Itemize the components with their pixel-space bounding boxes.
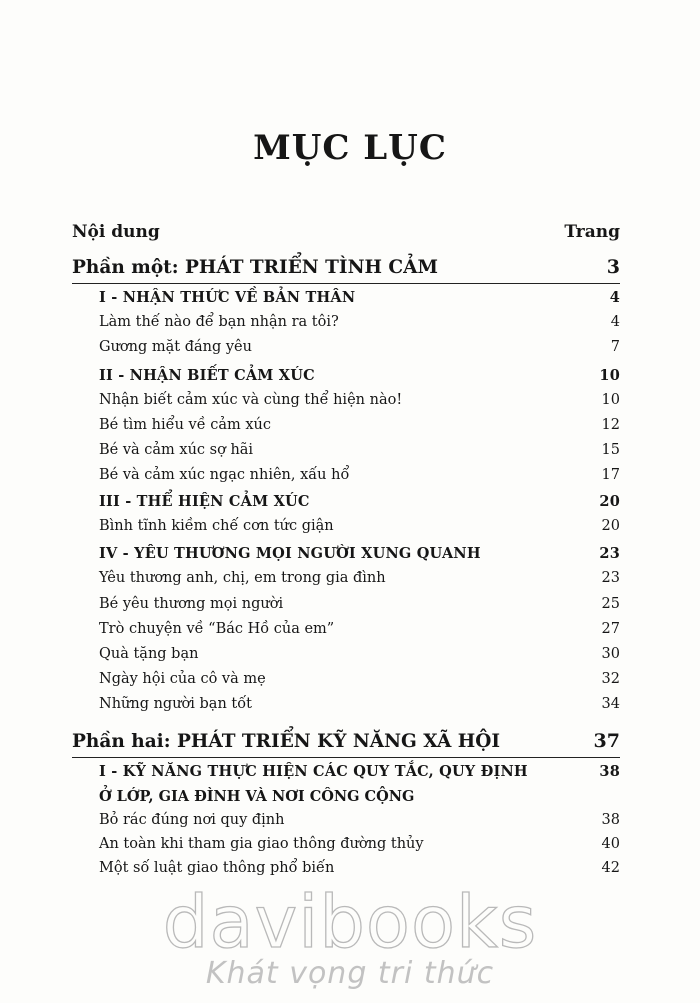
toc-item[interactable] <box>99 467 620 483</box>
toc-page-number: 34 <box>601 696 620 712</box>
toc-section-label: II - NHẬN BIẾT CẢM XÚC <box>99 367 315 384</box>
toc-item[interactable] <box>99 696 620 712</box>
toc-part-1[interactable] <box>72 256 620 278</box>
toc-page-number: 23 <box>599 545 620 562</box>
column-header-page: Trang <box>564 222 620 242</box>
toc-item[interactable] <box>99 812 620 828</box>
toc-section-label-continued: Ở LỚP, GIA ĐÌNH VÀ NƠI CÔNG CỘNG <box>99 788 415 805</box>
column-header-content: Nội dung <box>72 222 160 242</box>
page-title: MỤC LỤC <box>253 128 447 168</box>
toc-item[interactable] <box>99 339 620 355</box>
toc-item[interactable] <box>99 646 620 662</box>
toc-page-number: 37 <box>593 730 620 752</box>
toc-section-label: I - NHẬN THỨC VỀ BẢN THÂN <box>99 289 356 306</box>
toc-item-label: Quà tặng bạn <box>99 646 199 662</box>
toc-page-number: 12 <box>601 417 620 433</box>
toc-page-number: 32 <box>601 671 620 687</box>
toc-item-label: Một số luật giao thông phổ biến <box>99 860 335 876</box>
toc-item[interactable] <box>99 836 620 852</box>
toc-part-label: Phần hai: PHÁT TRIỂN KỸ NĂNG XÃ HỘI <box>72 731 501 752</box>
toc-item-label: Bé tìm hiểu về cảm xúc <box>99 417 271 433</box>
toc-page-number: 4 <box>610 314 620 330</box>
toc-section[interactable] <box>99 367 620 384</box>
toc-item-label: An toàn khi tham gia giao thông đường thủy <box>99 836 424 852</box>
toc-page-number: 30 <box>601 646 620 662</box>
part-divider <box>72 283 620 284</box>
toc-page-number: 38 <box>599 763 620 780</box>
toc-part-2[interactable] <box>72 730 620 752</box>
toc-item-label: Trò chuyện về “Bác Hồ của em” <box>99 621 335 637</box>
toc-item[interactable] <box>99 442 620 458</box>
toc-item-label: Bé và cảm xúc sợ hãi <box>99 442 254 458</box>
toc-page-number: 20 <box>599 493 620 510</box>
toc-section-label: IV - YÊU THƯƠNG MỌI NGƯỜI XUNG QUANH <box>99 545 481 562</box>
toc-page-number: 25 <box>601 596 620 612</box>
toc-page-number: 27 <box>601 621 620 637</box>
toc-page-number: 10 <box>599 367 620 384</box>
toc-item-label: Nhận biết cảm xúc và cùng thể hiện nào! <box>99 392 403 408</box>
toc-item-label: Ngày hội của cô và mẹ <box>99 671 266 687</box>
toc-page-number: 23 <box>601 570 620 586</box>
toc-page-number: 4 <box>609 289 620 306</box>
toc-item[interactable] <box>99 518 620 534</box>
toc-page-number: 40 <box>601 836 620 852</box>
toc-item-label: Gương mặt đáng yêu <box>99 339 252 355</box>
toc-item[interactable] <box>99 860 620 876</box>
toc-page-number: 38 <box>601 812 620 828</box>
part-divider <box>72 757 620 758</box>
toc-item[interactable] <box>99 417 620 433</box>
toc-page-number: 10 <box>601 392 620 408</box>
toc-item-label: Những người bạn tốt <box>99 696 252 712</box>
toc-item[interactable] <box>99 671 620 687</box>
toc-section-label: III - THỂ HIỆN CẢM XÚC <box>99 493 310 510</box>
toc-section[interactable] <box>99 493 620 510</box>
toc-item-label: Bé yêu thương mọi người <box>99 596 284 612</box>
toc-page-number: 3 <box>606 256 620 278</box>
watermark-brand: davibooks <box>162 880 538 964</box>
toc-item-label: Làm thế nào để bạn nhận ra tôi? <box>99 314 339 330</box>
toc-page-number: 15 <box>601 442 620 458</box>
toc-item-label: Bỏ rác đúng nơi quy định <box>99 812 285 828</box>
toc-item[interactable] <box>99 596 620 612</box>
toc-item[interactable] <box>99 392 620 408</box>
toc-page-number: 20 <box>601 518 620 534</box>
toc-page-number: 17 <box>601 467 620 483</box>
toc-section-label: I - KỸ NĂNG THỰC HIỆN CÁC QUY TẮC, QUY ĐỊNH <box>99 763 528 780</box>
toc-item-label: Bé và cảm xúc ngạc nhiên, xấu hổ <box>99 467 350 483</box>
toc-item-label: Bình tĩnh kiềm chế cơn tức giận <box>99 518 334 534</box>
toc-section[interactable] <box>99 763 620 780</box>
toc-page-number: 7 <box>610 339 620 355</box>
toc-page-number: 42 <box>601 860 620 876</box>
toc-item-label: Yêu thương anh, chị, em trong gia đình <box>99 570 386 586</box>
toc-item[interactable] <box>99 621 620 637</box>
toc-part-label: Phần một: PHÁT TRIỂN TÌNH CẢM <box>72 257 438 278</box>
toc-item[interactable] <box>99 570 620 586</box>
watermark-slogan: Khát vọng tri thức <box>205 956 495 991</box>
toc-section[interactable] <box>99 545 620 562</box>
toc-item[interactable] <box>99 314 620 330</box>
toc-section[interactable] <box>99 289 620 306</box>
